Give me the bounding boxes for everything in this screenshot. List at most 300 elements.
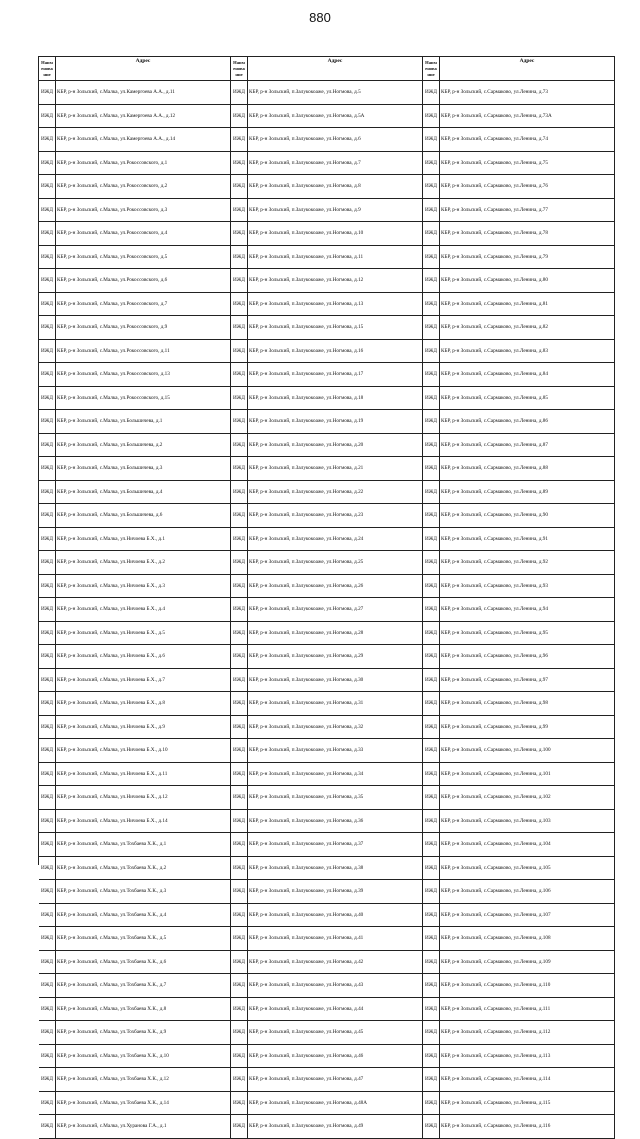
address-cell: КБР, р-н Зольский, п.Залукокоаже, ул.Ногмова, д.34 (248, 763, 423, 787)
object-type-cell: ИЖД (231, 739, 248, 763)
object-type-cell: ИЖД (39, 340, 56, 364)
table-row (231, 481, 423, 505)
address-cell: КБР, р-н Зольский, с.Малка, ул.Тохбаева Х.К., д.2 (56, 857, 231, 881)
table-row (423, 904, 615, 928)
address-cell: КБР, р-н Зольский, п.Залукокоаже, ул.Ногмова, д.15 (248, 316, 423, 340)
object-type-cell: ИЖД (423, 528, 440, 552)
table-header (39, 57, 231, 81)
address-cell: КБР, р-н Зольский, п.Залукокоаже, ул.Ногмова, д.31 (248, 692, 423, 716)
object-type-cell: ИЖД (231, 410, 248, 434)
table-row (423, 246, 615, 270)
address-cell: КБР, р-н Зольский, с.Сармаково, ул.Ленина, д.105 (440, 857, 615, 881)
address-cell: КБР, р-н Зольский, с.Сармаково, ул.Ленина, д.76 (440, 175, 615, 199)
address-cell: КБР, р-н Зольский, п.Залукокоаже, ул.Ногмова, д.29 (248, 645, 423, 669)
table-row (39, 1021, 231, 1045)
address-cell: КБР, р-н Зольский, с.Сармаково, ул.Ленина, д.107 (440, 904, 615, 928)
table-row (231, 246, 423, 270)
object-type-cell: ИЖД (231, 504, 248, 528)
table-row (39, 457, 231, 481)
table-row (423, 692, 615, 716)
address-cell: КБР, р-н Зольский, п.Залукокоаже, ул.Ногмова, д.47 (248, 1068, 423, 1092)
name-column-header: Наим енова ние (231, 57, 248, 81)
address-cell: КБР, р-н Зольский, п.Залукокоаже, ул.Ногмова, д.26 (248, 575, 423, 599)
object-type-cell: ИЖД (231, 622, 248, 646)
table-row (423, 434, 615, 458)
address-cell: КБР, р-н Зольский, с.Сармаково, ул.Ленина, д.91 (440, 528, 615, 552)
object-type-cell: ИЖД (39, 152, 56, 176)
table-row (231, 927, 423, 951)
address-cell: КБР, р-н Зольский, п.Залукокоаже, ул.Ногмова, д.25 (248, 551, 423, 575)
object-type-cell: ИЖД (39, 763, 56, 787)
object-type-cell: ИЖД (231, 716, 248, 740)
object-type-cell: ИЖД (423, 1068, 440, 1092)
address-cell: КБР, р-н Зольский, с.Сармаково, ул.Ленина, д.108 (440, 927, 615, 951)
address-cell: КБР, р-н Зольский, с.Малка, ул.Рокоссовского, д.15 (56, 387, 231, 411)
address-cell: КБР, р-н Зольский, п.Залукокоаже, ул.Ногмова, д.9 (248, 199, 423, 223)
table-row (39, 199, 231, 223)
object-type-cell: ИЖД (423, 269, 440, 293)
object-type-cell: ИЖД (423, 551, 440, 575)
address-cell: КБР, р-н Зольский, с.Малка, ул.Ничоева Б.Х., д.6 (56, 645, 231, 669)
address-cell: КБР, р-н Зольский, с.Сармаково, ул.Ленина, д.113 (440, 1045, 615, 1069)
table-row (231, 340, 423, 364)
address-cell: КБР, р-н Зольский, с.Сармаково, ул.Ленина, д.116 (440, 1115, 615, 1139)
address-cell: КБР, р-н Зольский, с.Малка, ул.Ничоева Б.Х., д.2 (56, 551, 231, 575)
table-row (423, 1092, 615, 1116)
address-cell: КБР, р-н Зольский, с.Сармаково, ул.Ленина, д.109 (440, 951, 615, 975)
address-cell: КБР, р-н Зольский, п.Залукокоаже, ул.Ногмова, д.32 (248, 716, 423, 740)
table-column (39, 57, 231, 1139)
table-row (231, 974, 423, 998)
address-cell: КБР, р-н Зольский, п.Залукокоаже, ул.Ногмова, д.37 (248, 833, 423, 857)
object-type-cell: ИЖД (423, 1115, 440, 1139)
table-row (39, 692, 231, 716)
address-cell: КБР, р-н Зольский, с.Малка, ул.Тохбаева Х.К., д.5 (56, 927, 231, 951)
table-row (39, 481, 231, 505)
address-cell: КБР, р-н Зольский, с.Сармаково, ул.Ленина, д.97 (440, 669, 615, 693)
table-row (231, 1092, 423, 1116)
object-type-cell: ИЖД (423, 128, 440, 152)
address-cell: КБР, р-н Зольский, с.Сармаково, ул.Ленина, д.98 (440, 692, 615, 716)
address-cell: КБР, р-н Зольский, с.Малка, ул.Ничоева Б.Х., д.7 (56, 669, 231, 693)
table-row (231, 1068, 423, 1092)
table-row (39, 128, 231, 152)
address-cell: КБР, р-н Зольский, с.Малка, ул.Рокоссовского, д.13 (56, 363, 231, 387)
address-cell: КБР, р-н Зольский, п.Залукокоаже, ул.Ногмова, д.45 (248, 1021, 423, 1045)
table-row (231, 175, 423, 199)
table-row (39, 669, 231, 693)
table-row (39, 1092, 231, 1116)
object-type-cell: ИЖД (231, 481, 248, 505)
object-type-cell: ИЖД (39, 481, 56, 505)
object-type-cell: ИЖД (231, 1045, 248, 1069)
address-cell: КБР, р-н Зольский, п.Залукокоаже, ул.Ногмова, д.41 (248, 927, 423, 951)
address-cell: КБР, р-н Зольский, с.Малка, ул.Камергоева А.А., д.14 (56, 128, 231, 152)
address-cell: КБР, р-н Зольский, с.Сармаково, ул.Ленина, д.83 (440, 340, 615, 364)
address-cell: КБР, р-н Зольский, п.Залукокоаже, ул.Ногмова, д.21 (248, 457, 423, 481)
address-cell: КБР, р-н Зольский, п.Залукокоаже, ул.Ногмова, д.8 (248, 175, 423, 199)
object-type-cell: ИЖД (231, 175, 248, 199)
address-cell: КБР, р-н Зольский, п.Залукокоаже, ул.Ногмова, д.19 (248, 410, 423, 434)
table-row (231, 81, 423, 105)
object-type-cell: ИЖД (39, 551, 56, 575)
address-cell: КБР, р-н Зольский, с.Сармаково, ул.Ленина, д.73А (440, 105, 615, 129)
address-cell: КБР, р-н Зольский, с.Малка, ул.Рокоссовского, д.11 (56, 340, 231, 364)
object-type-cell: ИЖД (231, 857, 248, 881)
address-cell: КБР, р-н Зольский, с.Малка, ул.Большичева, д.4 (56, 481, 231, 505)
table-row (231, 1021, 423, 1045)
address-cell: КБР, р-н Зольский, с.Сармаково, ул.Ленина, д.112 (440, 1021, 615, 1045)
object-type-cell: ИЖД (39, 951, 56, 975)
table-row (423, 340, 615, 364)
address-cell: КБР, р-н Зольский, с.Малка, ул.Тохбаева Х.К., д.8 (56, 998, 231, 1022)
table-row (231, 810, 423, 834)
object-type-cell: ИЖД (423, 645, 440, 669)
object-type-cell: ИЖД (39, 504, 56, 528)
address-cell: КБР, р-н Зольский, с.Малка, ул.Ничоева Б.Х., д.14 (56, 810, 231, 834)
table-row (39, 622, 231, 646)
table-row (39, 1068, 231, 1092)
object-type-cell: ИЖД (231, 598, 248, 622)
object-type-cell: ИЖД (39, 81, 56, 105)
address-cell: КБР, р-н Зольский, п.Залукокоаже, ул.Ногмова, д.49 (248, 1115, 423, 1139)
object-type-cell: ИЖД (423, 833, 440, 857)
object-type-cell: ИЖД (423, 222, 440, 246)
object-type-cell: ИЖД (423, 1021, 440, 1045)
address-cell: КБР, р-н Зольский, с.Малка, ул.Ничоева Б.Х., д.4 (56, 598, 231, 622)
address-cell: КБР, р-н Зольский, с.Малка, ул.Большичева, д.2 (56, 434, 231, 458)
address-cell: КБР, р-н Зольский, с.Сармаково, ул.Ленина, д.114 (440, 1068, 615, 1092)
address-cell: КБР, р-н Зольский, с.Малка, ул.Ничоева Б.Х., д.10 (56, 739, 231, 763)
object-type-cell: ИЖД (423, 152, 440, 176)
address-cell: КБР, р-н Зольский, п.Залукокоаже, ул.Ногмова, д.17 (248, 363, 423, 387)
table-row (39, 904, 231, 928)
address-cell: КБР, р-н Зольский, с.Сармаково, ул.Ленина, д.81 (440, 293, 615, 317)
object-type-cell: ИЖД (39, 927, 56, 951)
object-type-cell: ИЖД (231, 293, 248, 317)
address-cell: КБР, р-н Зольский, с.Малка, ул.Ничоева Б.Х., д.5 (56, 622, 231, 646)
object-type-cell: ИЖД (39, 998, 56, 1022)
object-type-cell: ИЖД (423, 622, 440, 646)
address-cell: КБР, р-н Зольский, п.Залукокоаже, ул.Ногмова, д.23 (248, 504, 423, 528)
table-row (231, 998, 423, 1022)
table-row (231, 692, 423, 716)
object-type-cell: ИЖД (423, 434, 440, 458)
table-row (423, 363, 615, 387)
object-type-cell: ИЖД (423, 246, 440, 270)
table-row (423, 293, 615, 317)
table-row (39, 387, 231, 411)
object-type-cell: ИЖД (231, 128, 248, 152)
name-column-header: Наим енова ние (39, 57, 56, 81)
object-type-cell: ИЖД (39, 222, 56, 246)
table-row (231, 904, 423, 928)
table-row (39, 951, 231, 975)
table-row (423, 1068, 615, 1092)
address-cell: КБР, р-н Зольский, с.Малка, ул.Рокоссовского, д.6 (56, 269, 231, 293)
table-row (39, 763, 231, 787)
address-cell: КБР, р-н Зольский, с.Малка, ул.Тохбаева Х.К., д.10 (56, 1045, 231, 1069)
object-type-cell: ИЖД (39, 1068, 56, 1092)
table-row (423, 833, 615, 857)
object-type-cell: ИЖД (423, 763, 440, 787)
table-row (423, 810, 615, 834)
table-row (231, 152, 423, 176)
table-row (423, 1021, 615, 1045)
address-cell: КБР, р-н Зольский, с.Малка, ул.Хуранова Г.А., д.1 (56, 1115, 231, 1139)
table-row (423, 175, 615, 199)
address-cell: КБР, р-н Зольский, с.Малка, ул.Рокоссовского, д.1 (56, 152, 231, 176)
object-type-cell: ИЖД (231, 340, 248, 364)
table-row (423, 857, 615, 881)
address-cell: КБР, р-н Зольский, с.Сармаково, ул.Ленина, д.89 (440, 481, 615, 505)
table-row (423, 598, 615, 622)
table-row (231, 739, 423, 763)
table-row (423, 152, 615, 176)
address-cell: КБР, р-н Зольский, с.Малка, ул.Большичева, д.3 (56, 457, 231, 481)
address-cell: КБР, р-н Зольский, с.Сармаково, ул.Ленина, д.84 (440, 363, 615, 387)
address-cell: КБР, р-н Зольский, с.Сармаково, ул.Ленина, д.104 (440, 833, 615, 857)
address-cell: КБР, р-н Зольский, с.Малка, ул.Большичева, д.6 (56, 504, 231, 528)
address-cell: КБР, р-н Зольский, с.Малка, ул.Тохбаева Х.К., д.12 (56, 1068, 231, 1092)
object-type-cell: ИЖД (39, 880, 56, 904)
address-cell: КБР, р-н Зольский, п.Залукокоаже, ул.Ногмова, д.43 (248, 974, 423, 998)
object-type-cell: ИЖД (423, 716, 440, 740)
object-type-cell: ИЖД (39, 246, 56, 270)
table-row (39, 1115, 231, 1139)
object-type-cell: ИЖД (423, 363, 440, 387)
object-type-cell: ИЖД (423, 481, 440, 505)
object-type-cell: ИЖД (423, 998, 440, 1022)
object-type-cell: ИЖД (39, 1045, 56, 1069)
object-type-cell: ИЖД (231, 269, 248, 293)
address-cell: КБР, р-н Зольский, п.Залукокоаже, ул.Ногмова, д.33 (248, 739, 423, 763)
table-row (423, 128, 615, 152)
table-row (423, 481, 615, 505)
object-type-cell: ИЖД (423, 1092, 440, 1116)
object-type-cell: ИЖД (231, 363, 248, 387)
address-cell: КБР, р-н Зольский, с.Сармаково, ул.Ленина, д.79 (440, 246, 615, 270)
object-type-cell: ИЖД (39, 857, 56, 881)
table-row (423, 269, 615, 293)
object-type-cell: ИЖД (231, 904, 248, 928)
object-type-cell: ИЖД (231, 246, 248, 270)
address-cell: КБР, р-н Зольский, с.Малка, ул.Рокоссовского, д.9 (56, 316, 231, 340)
address-cell: КБР, р-н Зольский, с.Малка, ул.Тохбаева Х.К., д.9 (56, 1021, 231, 1045)
object-type-cell: ИЖД (423, 175, 440, 199)
object-type-cell: ИЖД (39, 105, 56, 129)
table-row (39, 857, 231, 881)
table-row (231, 951, 423, 975)
address-cell: КБР, р-н Зольский, с.Малка, ул.Тохбаева Х.К., д.3 (56, 880, 231, 904)
object-type-cell: ИЖД (231, 222, 248, 246)
object-type-cell: ИЖД (39, 410, 56, 434)
table-row (231, 199, 423, 223)
table-row (39, 833, 231, 857)
table-row (423, 551, 615, 575)
address-cell: КБР, р-н Зольский, п.Залукокоаже, ул.Ногмова, д.12 (248, 269, 423, 293)
object-type-cell: ИЖД (423, 857, 440, 881)
object-type-cell: ИЖД (423, 81, 440, 105)
address-cell: КБР, р-н Зольский, с.Сармаково, ул.Ленина, д.103 (440, 810, 615, 834)
address-cell: КБР, р-н Зольский, с.Сармаково, ул.Ленина, д.73 (440, 81, 615, 105)
table-row (423, 528, 615, 552)
object-type-cell: ИЖД (423, 457, 440, 481)
object-type-cell: ИЖД (39, 363, 56, 387)
object-type-cell: ИЖД (423, 316, 440, 340)
object-type-cell: ИЖД (39, 786, 56, 810)
address-cell: КБР, р-н Зольский, с.Сармаково, ул.Ленина, д.110 (440, 974, 615, 998)
object-type-cell: ИЖД (231, 998, 248, 1022)
address-cell: КБР, р-н Зольский, п.Залукокоаже, ул.Ногмова, д.42 (248, 951, 423, 975)
table-row (231, 269, 423, 293)
table-row (231, 763, 423, 787)
object-type-cell: ИЖД (231, 434, 248, 458)
table-row (39, 786, 231, 810)
address-cell: КБР, р-н Зольский, с.Малка, ул.Рокоссовского, д.3 (56, 199, 231, 223)
page-number: 880 (309, 10, 331, 25)
table-row (423, 199, 615, 223)
object-type-cell: ИЖД (231, 105, 248, 129)
object-type-cell: ИЖД (39, 622, 56, 646)
object-type-cell: ИЖД (39, 269, 56, 293)
object-type-cell: ИЖД (231, 575, 248, 599)
address-cell: КБР, р-н Зольский, п.Залукокоаже, ул.Ногмова, д.16 (248, 340, 423, 364)
object-type-cell: ИЖД (231, 951, 248, 975)
object-type-cell: ИЖД (231, 81, 248, 105)
table-row (423, 410, 615, 434)
table-row (423, 880, 615, 904)
address-cell: КБР, р-н Зольский, с.Малка, ул.Тохбаева Х.К., д.4 (56, 904, 231, 928)
table-row (231, 504, 423, 528)
object-type-cell: ИЖД (231, 1092, 248, 1116)
table-row (231, 786, 423, 810)
address-cell: КБР, р-н Зольский, с.Сармаково, ул.Ленина, д.101 (440, 763, 615, 787)
object-type-cell: ИЖД (39, 175, 56, 199)
object-type-cell: ИЖД (39, 316, 56, 340)
address-cell: КБР, р-н Зольский, с.Сармаково, ул.Ленина, д.92 (440, 551, 615, 575)
object-type-cell: ИЖД (231, 692, 248, 716)
table-row (231, 434, 423, 458)
object-type-cell: ИЖД (39, 387, 56, 411)
table-row (39, 810, 231, 834)
table-row (231, 128, 423, 152)
object-type-cell: ИЖД (423, 340, 440, 364)
object-type-cell: ИЖД (231, 927, 248, 951)
table-row (423, 763, 615, 787)
object-type-cell: ИЖД (231, 1068, 248, 1092)
address-cell: КБР, р-н Зольский, с.Малка, ул.Ничоева Б.Х., д.11 (56, 763, 231, 787)
address-cell: КБР, р-н Зольский, с.Сармаково, ул.Ленина, д.90 (440, 504, 615, 528)
address-cell: КБР, р-н Зольский, п.Залукокоаже, ул.Ногмова, д.46 (248, 1045, 423, 1069)
object-type-cell: ИЖД (231, 880, 248, 904)
object-type-cell: ИЖД (231, 387, 248, 411)
object-type-cell: ИЖД (39, 1021, 56, 1045)
object-type-cell: ИЖД (39, 1115, 56, 1139)
table-row (39, 528, 231, 552)
table-row (231, 293, 423, 317)
object-type-cell: ИЖД (423, 1045, 440, 1069)
address-cell: КБР, р-н Зольский, п.Залукокоаже, ул.Ногмова, д.24 (248, 528, 423, 552)
address-cell: КБР, р-н Зольский, с.Малка, ул.Ничоева Б.Х., д.9 (56, 716, 231, 740)
object-type-cell: ИЖД (39, 833, 56, 857)
name-column-header: Наим енова ние (423, 57, 440, 81)
address-cell: КБР, р-н Зольский, с.Малка, ул.Тохбаева Х.К., д.14 (56, 1092, 231, 1116)
table-row (231, 363, 423, 387)
object-type-cell: ИЖД (423, 105, 440, 129)
table-row (39, 739, 231, 763)
table-row (423, 1115, 615, 1139)
address-cell: КБР, р-н Зольский, с.Малка, ул.Тохбаева Х.К., д.1 (56, 833, 231, 857)
table-row (423, 81, 615, 105)
object-type-cell: ИЖД (423, 951, 440, 975)
address-cell: КБР, р-н Зольский, с.Малка, ул.Камергоева А.А., д.12 (56, 105, 231, 129)
table-row (423, 622, 615, 646)
address-cell: КБР, р-н Зольский, с.Сармаково, ул.Ленина, д.82 (440, 316, 615, 340)
address-column-header: Адрес (248, 57, 423, 81)
object-type-cell: ИЖД (39, 974, 56, 998)
object-type-cell: ИЖД (231, 457, 248, 481)
object-type-cell: ИЖД (423, 575, 440, 599)
address-cell: КБР, р-н Зольский, с.Сармаково, ул.Ленина, д.77 (440, 199, 615, 223)
table-row (423, 716, 615, 740)
object-type-cell: ИЖД (423, 387, 440, 411)
address-column-header: Адрес (440, 57, 615, 81)
table-row (39, 340, 231, 364)
table-row (39, 716, 231, 740)
address-cell: КБР, р-н Зольский, п.Залукокоаже, ул.Ногмова, д.5А (248, 105, 423, 129)
table-row (39, 645, 231, 669)
address-cell: КБР, р-н Зольский, с.Сармаково, ул.Ленина, д.100 (440, 739, 615, 763)
table-header (423, 57, 615, 81)
table-row (423, 575, 615, 599)
object-type-cell: ИЖД (39, 199, 56, 223)
address-cell: КБР, р-н Зольский, с.Сармаково, ул.Ленина, д.74 (440, 128, 615, 152)
table-row (423, 951, 615, 975)
table-row (231, 880, 423, 904)
object-type-cell: ИЖД (39, 1092, 56, 1116)
address-cell: КБР, р-н Зольский, п.Залукокоаже, ул.Ногмова, д.13 (248, 293, 423, 317)
table-row (39, 246, 231, 270)
object-type-cell: ИЖД (39, 528, 56, 552)
object-type-cell: ИЖД (423, 669, 440, 693)
address-cell: КБР, р-н Зольский, с.Сармаково, ул.Ленина, д.86 (440, 410, 615, 434)
address-cell: КБР, р-н Зольский, с.Сармаково, ул.Ленина, д.93 (440, 575, 615, 599)
address-cell: КБР, р-н Зольский, с.Малка, ул.Рокоссовского, д.2 (56, 175, 231, 199)
object-type-cell: ИЖД (423, 199, 440, 223)
object-type-cell: ИЖД (231, 528, 248, 552)
object-type-cell: ИЖД (39, 575, 56, 599)
object-type-cell: ИЖД (423, 692, 440, 716)
object-type-cell: ИЖД (423, 904, 440, 928)
address-cell: КБР, р-н Зольский, с.Малка, ул.Тохбаева Х.К., д.6 (56, 951, 231, 975)
table-row (39, 504, 231, 528)
table-row (231, 222, 423, 246)
address-cell: КБР, р-н Зольский, с.Сармаково, ул.Ленина, д.106 (440, 880, 615, 904)
address-cell: КБР, р-н Зольский, с.Сармаково, ул.Ленина, д.115 (440, 1092, 615, 1116)
table-row (39, 880, 231, 904)
table-row (39, 575, 231, 599)
object-type-cell: ИЖД (231, 199, 248, 223)
table-row (231, 387, 423, 411)
object-type-cell: ИЖД (39, 434, 56, 458)
table-row (231, 528, 423, 552)
object-type-cell: ИЖД (231, 763, 248, 787)
table-row (231, 622, 423, 646)
object-type-cell: ИЖД (39, 457, 56, 481)
table-row (231, 716, 423, 740)
object-type-cell: ИЖД (231, 645, 248, 669)
